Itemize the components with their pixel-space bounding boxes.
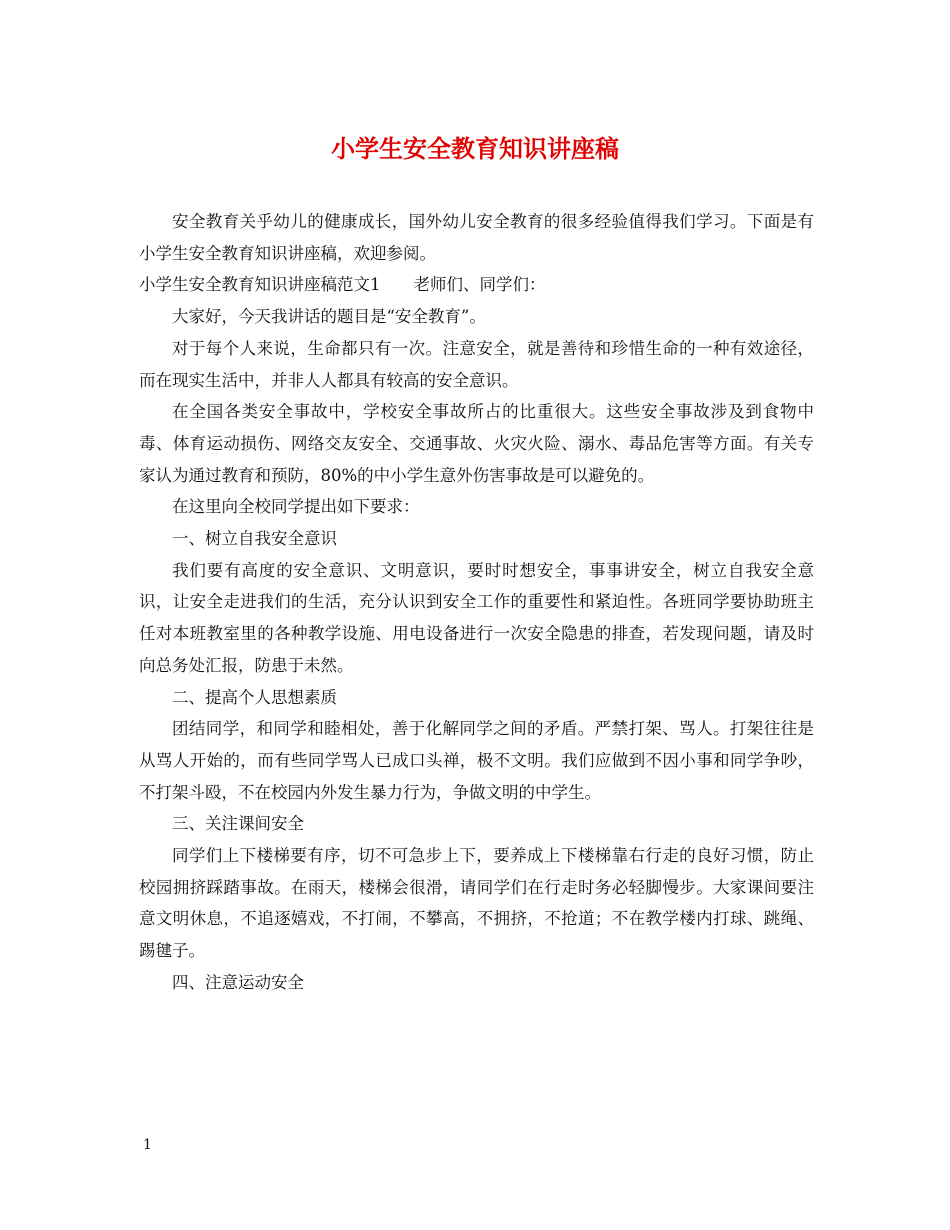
section-heading: 四、注意运动安全 [172, 972, 304, 992]
body-paragraph: 在全国各类安全事故中，学校安全事故所占的比重很大。这些安全事故涉及到食物中毒、体育运动损伤、网络交友安全、交通事故、火灾火险、溺水、毒品危害等方面。有关专家认为通过教育和预防，80%的中小学生意外伤害事故是可以避免的。 [139, 402, 814, 485]
section-heading: 二、提高个人思想素质 [172, 687, 337, 707]
body-paragraph: 在这里向全校同学提出如下要求： [172, 497, 420, 517]
greeting-paragraph: 大家好，今天我讲话的题目是“安全教育”。 [172, 307, 486, 327]
section-heading: 三、关注课间安全 [172, 814, 304, 834]
body-paragraph: 同学们上下楼梯要有序，切不可急步上下，要养成上下楼梯靠右行走的良好习惯，防止校园拥挤踩踏事故。在雨天，楼梯会很滑，请同学们在行走时务必轻脚慢步。大家课间要注意文明休息，不追逐嬉戏，不打闹，不攀高，不拥挤，不抢道；不在教学楼内打球、跳绳、踢毽子。 [139, 846, 814, 961]
document-body [139, 206, 814, 999]
speech-heading-line: 小学生安全教育知识讲座稿范文1 老师们、同学们： [139, 275, 546, 295]
page-number: 1 [143, 1137, 152, 1153]
document-title: 小学生安全教育知识讲座稿 [331, 134, 619, 163]
body-paragraph: 团结同学，和同学和睦相处，善于化解同学之间的矛盾。严禁打架、骂人。打架往往是从骂人开始的，而有些同学骂人已成口头禅，极不文明。我们应做到不因小事和同学争吵，不打架斗殴，不在校园内外发生暴力行为，争做文明的中学生。 [139, 719, 814, 802]
body-paragraph: 对于每个人来说，生命都只有一次。注意安全，就是善待和珍惜生命的一种有效途径，而在现实生活中，并非人人都具有较高的安全意识。 [139, 338, 814, 390]
section-heading: 一、树立自我安全意识 [172, 529, 337, 549]
body-paragraph: 我们要有高度的安全意识、文明意识，要时时想安全，事事讲安全，树立自我安全意识，让安全走进我们的生活，充分认识到安全工作的重要性和紧迫性。各班同学要协助班主任对本班教室里的各种教学设施、用电设备进行一次安全隐患的排查，若发现问题，请及时向总务处汇报，防患于未然。 [139, 560, 814, 675]
intro-paragraph: 安全教育关乎幼儿的健康成长，国外幼儿安全教育的很多经验值得我们学习。下面是有小学生安全教育知识讲座稿，欢迎参阅。 [139, 212, 814, 263]
